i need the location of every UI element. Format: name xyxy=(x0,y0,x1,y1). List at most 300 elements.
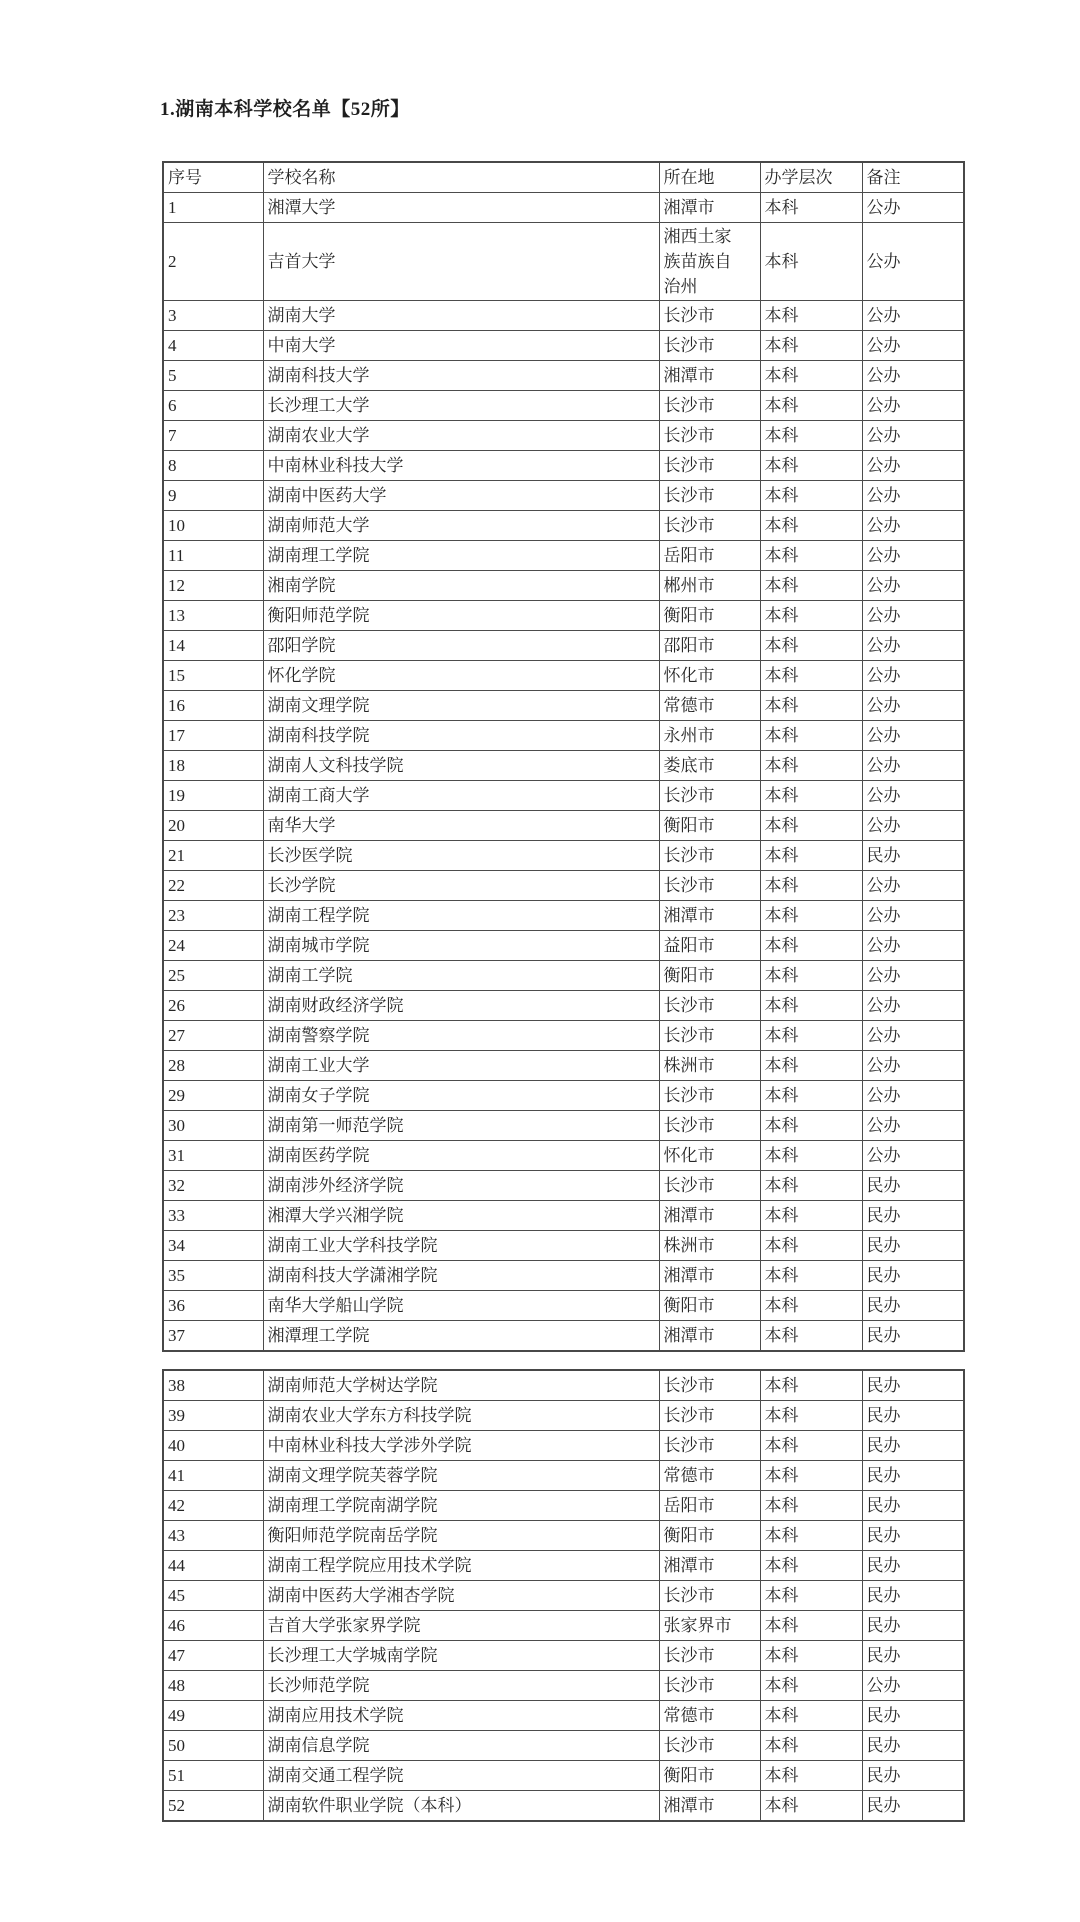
level-cell: 本科 xyxy=(760,631,862,661)
location-cell xyxy=(659,1791,760,1822)
level-cell: 本科 xyxy=(760,1431,862,1461)
location-text: 长沙市 xyxy=(663,1176,715,1195)
school-row xyxy=(163,1581,964,1611)
level-cell: 本科 xyxy=(760,361,862,391)
location-text: 湘潭市 xyxy=(663,198,715,217)
location-text: 长沙市 xyxy=(663,996,715,1015)
school-name-cell: 衡阳师范学院南岳学院 xyxy=(263,1521,659,1551)
school-name-cell: 湖南工学院 xyxy=(263,961,659,991)
funding-type-cell: 民办 xyxy=(862,841,964,871)
level-cell: 本科 xyxy=(760,1261,862,1291)
location-text: 长沙市 xyxy=(663,846,715,865)
school-name-cell: 湖南理工学院 xyxy=(263,541,659,571)
school-name-cell: 中南大学 xyxy=(263,331,659,361)
row-number-cell: 46 xyxy=(163,1611,263,1641)
funding-type-cell: 民办 xyxy=(862,1171,964,1201)
funding-type-cell: 公办 xyxy=(862,361,964,391)
location-cell xyxy=(659,301,760,331)
school-row xyxy=(163,571,964,601)
table-body-part-1 xyxy=(163,193,964,1352)
school-name-cell: 湖南警察学院 xyxy=(263,1021,659,1051)
location-text: 长沙市 xyxy=(663,1436,715,1455)
level-cell: 本科 xyxy=(760,961,862,991)
school-row xyxy=(163,1641,964,1671)
school-row xyxy=(163,1021,964,1051)
funding-type-cell: 公办 xyxy=(862,1111,964,1141)
location-cell xyxy=(659,1731,760,1761)
level-cell: 本科 xyxy=(760,1401,862,1431)
location-text: 长沙市 xyxy=(663,786,715,805)
row-number-cell: 21 xyxy=(163,841,263,871)
row-number-cell: 11 xyxy=(163,541,263,571)
level-cell: 本科 xyxy=(760,781,862,811)
location-text: 长沙市 xyxy=(663,516,715,535)
level-cell: 本科 xyxy=(760,1231,862,1261)
level-cell: 本科 xyxy=(760,1791,862,1822)
location-cell xyxy=(659,1081,760,1111)
location-text: 湘潭市 xyxy=(663,1796,715,1815)
school-row xyxy=(163,481,964,511)
header-location: 所在地 xyxy=(659,162,760,193)
school-name-cell: 衡阳师范学院 xyxy=(263,601,659,631)
page-title: 1.湖南本科学校名单【52所】 xyxy=(160,99,410,120)
location-cell xyxy=(659,931,760,961)
level-cell: 本科 xyxy=(760,421,862,451)
funding-type-cell: 民办 xyxy=(862,1731,964,1761)
level-cell: 本科 xyxy=(760,931,862,961)
row-number-cell: 40 xyxy=(163,1431,263,1461)
header-row xyxy=(163,162,964,193)
school-row xyxy=(163,601,964,631)
level-cell: 本科 xyxy=(760,1051,862,1081)
funding-type-cell: 公办 xyxy=(862,391,964,421)
school-name-cell: 湖南医药学院 xyxy=(263,1141,659,1171)
school-name-cell: 中南林业科技大学涉外学院 xyxy=(263,1431,659,1461)
school-row xyxy=(163,541,964,571)
funding-type-cell: 公办 xyxy=(862,1671,964,1701)
location-text: 长沙市 xyxy=(663,1646,715,1665)
row-number-cell: 41 xyxy=(163,1461,263,1491)
row-number-cell: 19 xyxy=(163,781,263,811)
level-cell: 本科 xyxy=(760,1761,862,1791)
location-cell xyxy=(659,1051,760,1081)
row-number-cell: 32 xyxy=(163,1171,263,1201)
location-cell xyxy=(659,811,760,841)
header-note: 备注 xyxy=(862,162,964,193)
funding-type-cell: 民办 xyxy=(862,1370,964,1401)
row-number-cell: 42 xyxy=(163,1491,263,1521)
school-row xyxy=(163,1761,964,1791)
funding-type-cell: 公办 xyxy=(862,193,964,223)
location-cell xyxy=(659,1701,760,1731)
level-cell: 本科 xyxy=(760,811,862,841)
level-cell: 本科 xyxy=(760,223,862,301)
level-cell: 本科 xyxy=(760,1111,862,1141)
row-number-cell: 17 xyxy=(163,721,263,751)
location-text: 衡阳市 xyxy=(663,966,715,985)
location-cell xyxy=(659,1370,760,1401)
school-name-cell: 湖南女子学院 xyxy=(263,1081,659,1111)
level-cell: 本科 xyxy=(760,1021,862,1051)
row-number-cell: 45 xyxy=(163,1581,263,1611)
level-cell: 本科 xyxy=(760,991,862,1021)
school-row xyxy=(163,511,964,541)
row-number-cell: 31 xyxy=(163,1141,263,1171)
row-number-cell: 4 xyxy=(163,331,263,361)
location-text: 衡阳市 xyxy=(663,1296,715,1315)
school-name-cell: 湖南工业大学 xyxy=(263,1051,659,1081)
location-cell xyxy=(659,841,760,871)
funding-type-cell: 公办 xyxy=(862,721,964,751)
school-row xyxy=(163,1291,964,1321)
location-text: 长沙市 xyxy=(663,336,715,355)
school-row xyxy=(163,631,964,661)
level-cell: 本科 xyxy=(760,871,862,901)
row-number-cell: 47 xyxy=(163,1641,263,1671)
level-cell: 本科 xyxy=(760,511,862,541)
school-name-cell: 湖南科技大学 xyxy=(263,361,659,391)
funding-type-cell: 公办 xyxy=(862,421,964,451)
school-row xyxy=(163,751,964,781)
school-row xyxy=(163,841,964,871)
location-cell xyxy=(659,511,760,541)
row-number-cell: 34 xyxy=(163,1231,263,1261)
school-row xyxy=(163,901,964,931)
school-row xyxy=(163,1461,964,1491)
row-number-cell: 8 xyxy=(163,451,263,481)
school-name-cell: 湖南大学 xyxy=(263,301,659,331)
location-text: 衡阳市 xyxy=(663,1766,715,1785)
school-name-cell: 湖南工商大学 xyxy=(263,781,659,811)
location-cell xyxy=(659,481,760,511)
location-text: 湘潭市 xyxy=(663,1556,715,1575)
funding-type-cell: 公办 xyxy=(862,571,964,601)
row-number-cell: 1 xyxy=(163,193,263,223)
location-cell xyxy=(659,391,760,421)
school-row xyxy=(163,1671,964,1701)
row-number-cell: 29 xyxy=(163,1081,263,1111)
school-name-cell: 湖南农业大学东方科技学院 xyxy=(263,1401,659,1431)
location-text: 张家界市 xyxy=(663,1616,732,1635)
school-row xyxy=(163,1731,964,1761)
location-text: 湘潭市 xyxy=(663,906,715,925)
funding-type-cell: 公办 xyxy=(862,961,964,991)
school-row xyxy=(163,1261,964,1291)
funding-type-cell: 民办 xyxy=(862,1231,964,1261)
location-text: 郴州市 xyxy=(663,576,715,595)
level-cell: 本科 xyxy=(760,1081,862,1111)
school-name-cell: 湖南信息学院 xyxy=(263,1731,659,1761)
school-name-cell: 湖南应用技术学院 xyxy=(263,1701,659,1731)
level-cell: 本科 xyxy=(760,1370,862,1401)
school-row xyxy=(163,1370,964,1401)
funding-type-cell: 公办 xyxy=(862,1081,964,1111)
row-number-cell: 44 xyxy=(163,1551,263,1581)
level-cell: 本科 xyxy=(760,1521,862,1551)
location-text: 衡阳市 xyxy=(663,1526,715,1545)
school-name-cell: 湖南第一师范学院 xyxy=(263,1111,659,1141)
school-row xyxy=(163,331,964,361)
location-cell xyxy=(659,1491,760,1521)
school-name-cell: 吉首大学 xyxy=(263,223,659,301)
row-number-cell: 39 xyxy=(163,1401,263,1431)
school-row xyxy=(163,1401,964,1431)
location-cell xyxy=(659,1521,760,1551)
funding-type-cell: 民办 xyxy=(862,1521,964,1551)
school-row xyxy=(163,691,964,721)
level-cell: 本科 xyxy=(760,1671,862,1701)
location-cell xyxy=(659,1201,760,1231)
school-row xyxy=(163,1791,964,1822)
funding-type-cell: 民办 xyxy=(862,1321,964,1352)
school-name-cell: 湖南师范大学树达学院 xyxy=(263,1370,659,1401)
location-cell xyxy=(659,601,760,631)
level-cell: 本科 xyxy=(760,481,862,511)
funding-type-cell: 公办 xyxy=(862,451,964,481)
location-text: 长沙市 xyxy=(663,876,715,895)
location-cell xyxy=(659,1641,760,1671)
school-row xyxy=(163,661,964,691)
row-number-cell: 30 xyxy=(163,1111,263,1141)
location-text: 株洲市 xyxy=(663,1236,715,1255)
school-name-cell: 湖南工程学院 xyxy=(263,901,659,931)
school-name-cell: 湖南城市学院 xyxy=(263,931,659,961)
location-cell xyxy=(659,541,760,571)
school-name-cell: 湘潭理工学院 xyxy=(263,1321,659,1352)
location-cell xyxy=(659,721,760,751)
location-cell xyxy=(659,661,760,691)
level-cell: 本科 xyxy=(760,1551,862,1581)
row-number-cell: 7 xyxy=(163,421,263,451)
funding-type-cell: 民办 xyxy=(862,1761,964,1791)
row-number-cell: 6 xyxy=(163,391,263,421)
location-text: 长沙市 xyxy=(663,396,715,415)
funding-type-cell: 民办 xyxy=(862,1201,964,1231)
school-name-cell: 湘潭大学 xyxy=(263,193,659,223)
school-row xyxy=(163,193,964,223)
row-number-cell: 23 xyxy=(163,901,263,931)
level-cell: 本科 xyxy=(760,661,862,691)
school-name-cell: 湖南师范大学 xyxy=(263,511,659,541)
school-name-cell: 湖南软件职业学院（本科） xyxy=(263,1791,659,1822)
row-number-cell: 12 xyxy=(163,571,263,601)
school-row xyxy=(163,223,964,301)
level-cell: 本科 xyxy=(760,691,862,721)
row-number-cell: 18 xyxy=(163,751,263,781)
header-school-name: 学校名称 xyxy=(263,162,659,193)
school-row xyxy=(163,991,964,1021)
funding-type-cell: 公办 xyxy=(862,661,964,691)
location-cell xyxy=(659,1611,760,1641)
level-cell: 本科 xyxy=(760,1731,862,1761)
location-text: 怀化市 xyxy=(663,666,715,685)
location-cell xyxy=(659,1171,760,1201)
location-cell xyxy=(659,901,760,931)
location-text: 益阳市 xyxy=(663,936,715,955)
location-text: 长沙市 xyxy=(663,1406,715,1425)
school-row xyxy=(163,931,964,961)
funding-type-cell: 民办 xyxy=(862,1581,964,1611)
school-name-cell: 湖南农业大学 xyxy=(263,421,659,451)
location-text: 湘潭市 xyxy=(663,1266,715,1285)
row-number-cell: 15 xyxy=(163,661,263,691)
location-text: 长沙市 xyxy=(663,486,715,505)
funding-type-cell: 公办 xyxy=(862,1051,964,1081)
level-cell: 本科 xyxy=(760,541,862,571)
location-text: 常德市 xyxy=(663,696,715,715)
level-cell: 本科 xyxy=(760,193,862,223)
school-row xyxy=(163,391,964,421)
school-row xyxy=(163,781,964,811)
row-number-cell: 37 xyxy=(163,1321,263,1352)
school-row xyxy=(163,1491,964,1521)
row-number-cell: 27 xyxy=(163,1021,263,1051)
school-name-cell: 湖南财政经济学院 xyxy=(263,991,659,1021)
school-name-cell: 湖南涉外经济学院 xyxy=(263,1171,659,1201)
school-name-cell: 南华大学船山学院 xyxy=(263,1291,659,1321)
school-name-cell: 湖南科技学院 xyxy=(263,721,659,751)
level-cell: 本科 xyxy=(760,1291,862,1321)
school-name-cell: 长沙医学院 xyxy=(263,841,659,871)
funding-type-cell: 民办 xyxy=(862,1461,964,1491)
header-number: 序号 xyxy=(163,162,263,193)
row-number-cell: 28 xyxy=(163,1051,263,1081)
row-number-cell: 25 xyxy=(163,961,263,991)
table-body-part-2 xyxy=(163,1370,964,1821)
funding-type-cell: 公办 xyxy=(862,511,964,541)
location-cell xyxy=(659,781,760,811)
row-number-cell: 10 xyxy=(163,511,263,541)
funding-type-cell: 民办 xyxy=(862,1791,964,1822)
location-cell xyxy=(659,1461,760,1491)
school-row xyxy=(163,361,964,391)
location-text: 湘西土家族苗族自治州 xyxy=(663,227,732,296)
location-text: 长沙市 xyxy=(663,1736,715,1755)
location-text: 岳阳市 xyxy=(663,1496,715,1515)
school-row xyxy=(163,1201,964,1231)
location-cell xyxy=(659,1291,760,1321)
funding-type-cell: 民办 xyxy=(862,1261,964,1291)
location-text: 长沙市 xyxy=(663,1026,715,1045)
school-row xyxy=(163,1051,964,1081)
location-cell xyxy=(659,1581,760,1611)
row-number-cell: 9 xyxy=(163,481,263,511)
location-cell xyxy=(659,1761,760,1791)
funding-type-cell: 公办 xyxy=(862,223,964,301)
school-name-cell: 怀化学院 xyxy=(263,661,659,691)
funding-type-cell: 公办 xyxy=(862,481,964,511)
level-cell: 本科 xyxy=(760,451,862,481)
row-number-cell: 43 xyxy=(163,1521,263,1551)
location-cell xyxy=(659,1111,760,1141)
level-cell: 本科 xyxy=(760,601,862,631)
location-text: 常德市 xyxy=(663,1466,715,1485)
funding-type-cell: 公办 xyxy=(862,601,964,631)
school-name-cell: 邵阳学院 xyxy=(263,631,659,661)
funding-type-cell: 公办 xyxy=(862,331,964,361)
school-row xyxy=(163,1431,964,1461)
row-number-cell: 22 xyxy=(163,871,263,901)
funding-type-cell: 公办 xyxy=(862,781,964,811)
school-name-cell: 长沙理工大学城南学院 xyxy=(263,1641,659,1671)
funding-type-cell: 民办 xyxy=(862,1291,964,1321)
funding-type-cell: 民办 xyxy=(862,1491,964,1521)
location-text: 湘潭市 xyxy=(663,1206,715,1225)
school-row xyxy=(163,1171,964,1201)
school-row xyxy=(163,451,964,481)
school-row xyxy=(163,1321,964,1352)
level-cell: 本科 xyxy=(760,721,862,751)
school-name-cell: 中南林业科技大学 xyxy=(263,451,659,481)
location-cell xyxy=(659,1431,760,1461)
row-number-cell: 14 xyxy=(163,631,263,661)
row-number-cell: 13 xyxy=(163,601,263,631)
funding-type-cell: 民办 xyxy=(862,1431,964,1461)
school-row xyxy=(163,1611,964,1641)
level-cell: 本科 xyxy=(760,1321,862,1352)
school-name-cell: 湖南理工学院南湖学院 xyxy=(263,1491,659,1521)
schools-table-part-2 xyxy=(162,1369,965,1822)
school-name-cell: 湖南文理学院芙蓉学院 xyxy=(263,1461,659,1491)
funding-type-cell: 公办 xyxy=(862,631,964,661)
header-level: 办学层次 xyxy=(760,162,862,193)
level-cell: 本科 xyxy=(760,751,862,781)
location-cell xyxy=(659,1261,760,1291)
funding-type-cell: 民办 xyxy=(862,1551,964,1581)
location-text: 衡阳市 xyxy=(663,816,715,835)
location-text: 永州市 xyxy=(663,726,715,745)
funding-type-cell: 公办 xyxy=(862,691,964,721)
funding-type-cell: 公办 xyxy=(862,871,964,901)
school-row xyxy=(163,811,964,841)
school-name-cell: 湘潭大学兴湘学院 xyxy=(263,1201,659,1231)
location-text: 湘潭市 xyxy=(663,366,715,385)
school-name-cell: 吉首大学张家界学院 xyxy=(263,1611,659,1641)
funding-type-cell: 公办 xyxy=(862,931,964,961)
row-number-cell: 35 xyxy=(163,1261,263,1291)
school-name-cell: 湖南工程学院应用技术学院 xyxy=(263,1551,659,1581)
school-row xyxy=(163,1141,964,1171)
level-cell: 本科 xyxy=(760,1581,862,1611)
location-cell xyxy=(659,193,760,223)
school-row xyxy=(163,1231,964,1261)
row-number-cell: 16 xyxy=(163,691,263,721)
location-text: 常德市 xyxy=(663,1706,715,1725)
level-cell: 本科 xyxy=(760,391,862,421)
location-cell xyxy=(659,223,760,301)
school-name-cell: 长沙理工大学 xyxy=(263,391,659,421)
location-text: 长沙市 xyxy=(663,306,715,325)
level-cell: 本科 xyxy=(760,571,862,601)
location-cell xyxy=(659,961,760,991)
school-name-cell: 湖南工业大学科技学院 xyxy=(263,1231,659,1261)
location-text: 岳阳市 xyxy=(663,546,715,565)
schools-table-part-1 xyxy=(162,161,965,1352)
school-name-cell: 湖南交通工程学院 xyxy=(263,1761,659,1791)
row-number-cell: 49 xyxy=(163,1701,263,1731)
funding-type-cell: 民办 xyxy=(862,1701,964,1731)
location-text: 长沙市 xyxy=(663,1586,715,1605)
level-cell: 本科 xyxy=(760,331,862,361)
location-cell xyxy=(659,451,760,481)
school-row xyxy=(163,1521,964,1551)
location-cell xyxy=(659,421,760,451)
school-row xyxy=(163,961,964,991)
row-number-cell: 5 xyxy=(163,361,263,391)
location-cell xyxy=(659,1551,760,1581)
location-cell xyxy=(659,1141,760,1171)
funding-type-cell: 民办 xyxy=(862,1641,964,1671)
